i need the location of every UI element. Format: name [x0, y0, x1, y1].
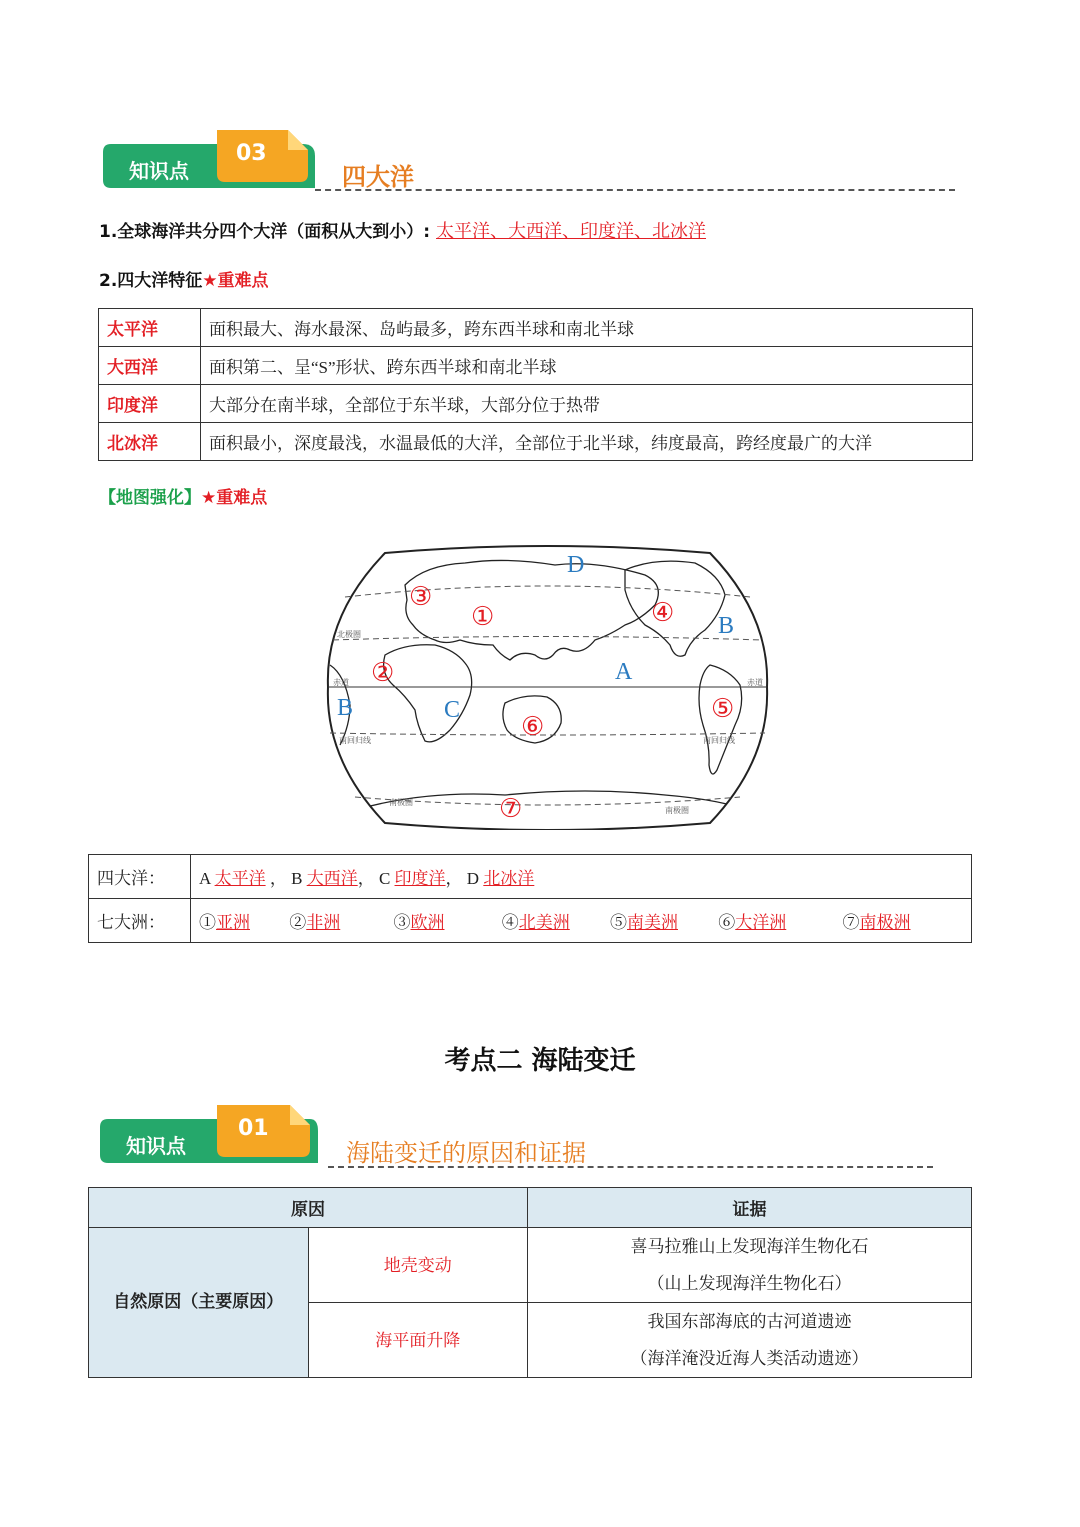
continent-answer: 大洋洲 [735, 913, 787, 932]
continent-item [199, 908, 285, 933]
header-evidence: 证据 [528, 1188, 972, 1228]
continent-number: ⑤ [610, 913, 627, 932]
continent-answer: 北美洲 [518, 913, 570, 932]
ocean-desc: 面积最小，深度最浅，水温最低的大洋，全部位于北半球，纬度最高，跨经度最广的大洋 [201, 423, 973, 461]
cause-item: 地壳变动 [308, 1228, 528, 1303]
table-row [89, 855, 972, 899]
cause-item: 海平面升降 [308, 1303, 528, 1378]
ocean-name: 大西洋 [99, 347, 201, 385]
ocean-desc: 面积最大、海水最深、岛屿最多，跨东西半球和南北半球 [201, 309, 973, 347]
ocean-desc: 面积第二、呈“S”形状、跨东西半球和南北半球 [201, 347, 973, 385]
continent-label-5: ⑤ [711, 694, 735, 724]
map-heading [99, 483, 267, 508]
ocean-features-table [98, 308, 973, 461]
continent-answer: 非洲 [306, 913, 341, 932]
continent-number: ① [199, 913, 216, 932]
continent-answer: 亚洲 [216, 913, 250, 932]
section-title-four-oceans: 四大洋 [342, 163, 414, 191]
answers-oceans-label: 四大洋： [89, 855, 191, 899]
map-heading-label: 【地图强化】 [99, 488, 201, 508]
continent-answer: 南美洲 [627, 913, 678, 932]
continent-label-1: ① [471, 602, 495, 632]
ocean-name: 印度洋 [99, 385, 201, 423]
answers-oceans-cell: A 太平洋 ， B 大西洋， C 印度洋， D 北冰洋 [191, 855, 972, 899]
knowledge-badge-01 [100, 1105, 330, 1169]
continent-label-4: ④ [651, 598, 675, 628]
continent-item [610, 908, 714, 933]
continent-number: ② [289, 913, 307, 932]
continent-item [289, 908, 389, 933]
answers-continents-cell [191, 899, 972, 943]
continent-item [718, 908, 838, 933]
table-row [89, 1228, 972, 1303]
ocean-letter: D [466, 869, 480, 888]
continent-answer: 南极洲 [859, 913, 911, 932]
table-header-row [89, 1188, 972, 1228]
map-answers-table [88, 854, 972, 943]
ocean-label-c: C [444, 697, 461, 723]
world-map-svg [325, 545, 770, 830]
dashed-divider [328, 1166, 933, 1168]
world-map [325, 545, 770, 830]
table-row [99, 385, 973, 423]
ocean-label-a: A [615, 659, 633, 685]
section-title-land-sea-change: 海陆变迁的原因和证据 [346, 1139, 586, 1167]
tropic-capricorn-label: 南回归线 [339, 736, 371, 745]
ocean-letter: A [199, 869, 211, 888]
badge-label: 知识点 [129, 159, 189, 183]
ocean-ranking-answer: 太平洋、大西洋、印度洋、北冰洋 [436, 221, 707, 241]
answers-continents-label: 七大洲： [89, 899, 191, 943]
antarctic-circle-label-right: 南极圈 [665, 806, 689, 815]
ocean-label-b-west: B [337, 695, 354, 721]
table-row [89, 899, 972, 943]
continent-answer: 欧洲 [410, 913, 445, 932]
ocean-label-b-east: B [718, 613, 735, 639]
ocean-name: 北冰洋 [99, 423, 201, 461]
tropic-capricorn-label-right: 南回归线 [703, 736, 735, 745]
ocean-letter: B [291, 869, 303, 888]
evidence-cell [528, 1228, 972, 1303]
table-row [99, 347, 973, 385]
ocean-letter: C [378, 869, 391, 888]
knowledge-badge-03 [103, 130, 333, 194]
continent-item [502, 908, 606, 933]
main-cause: 自然原因（主要原因） [89, 1228, 309, 1378]
ocean-answer: 北冰洋 [483, 869, 535, 888]
continent-number: ③ [393, 913, 411, 932]
equator-label-right: 赤道 [747, 678, 763, 687]
continent-number: ⑥ [718, 913, 736, 932]
ocean-features-prefix: 2.四大洋特征 [99, 271, 203, 291]
header-cause: 原因 [89, 1188, 528, 1228]
ocean-answer: 印度洋 [394, 869, 446, 888]
ocean-features-heading [99, 266, 269, 291]
evidence-line: （海洋淹没近海人类活动遗迹） [630, 1349, 869, 1368]
ocean-name: 太平洋 [99, 309, 201, 347]
badge-number: 01 [238, 1116, 269, 1141]
key-point-tag: ★重难点 [201, 488, 268, 508]
evidence-line: （山上发现海洋生物化石） [647, 1274, 852, 1293]
continent-label-7: ⑦ [499, 794, 523, 824]
evidence-line: 我国东部海底的古河道遗迹 [647, 1312, 852, 1331]
land-sea-change-table [88, 1187, 972, 1378]
continent-label-6: ⑥ [521, 712, 545, 742]
table-row [99, 423, 973, 461]
part-two-title: 考点二 海陆变迁 [444, 1046, 636, 1076]
ocean-ranking-prefix: 1.全球海洋共分四个大洋（面积从大到小）: [99, 222, 431, 242]
dashed-divider [315, 189, 955, 191]
table-row [99, 309, 973, 347]
continent-label-2: ② [371, 658, 395, 688]
equator-label: 赤道 [333, 678, 349, 687]
continent-number: ⑦ [842, 913, 860, 932]
ocean-label-d: D [567, 552, 585, 578]
ocean-answer: 太平洋 [214, 869, 266, 888]
continent-item [394, 908, 498, 933]
map-frame [328, 546, 767, 830]
evidence-line: 喜马拉雅山上发现海洋生物化石 [630, 1237, 869, 1256]
antarctic-circle-label: 南极圈 [389, 798, 413, 807]
evidence-cell [528, 1303, 972, 1378]
badge-label: 知识点 [126, 1134, 186, 1158]
key-point-tag: ★重难点 [202, 271, 269, 291]
ocean-answer: 大西洋 [306, 869, 358, 888]
continent-number: ④ [501, 913, 519, 932]
arctic-circle-label: 北极圈 [337, 630, 361, 639]
continent-label-3: ③ [409, 582, 433, 612]
badge-number: 03 [236, 141, 267, 166]
ocean-ranking-line [99, 217, 706, 243]
ocean-desc: 大部分在南半球，全部位于东半球，大部分位于热带 [201, 385, 973, 423]
continent-item [843, 908, 911, 933]
